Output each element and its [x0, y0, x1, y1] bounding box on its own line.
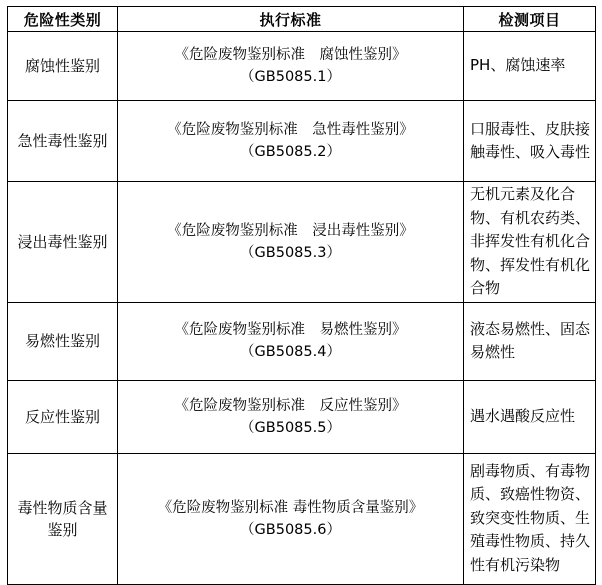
- standard-name: 《危险废物鉴别标准 急性毒性鉴别》: [167, 122, 414, 138]
- standard-cell: [118, 302, 464, 380]
- standard-cell: [118, 182, 464, 303]
- hazard-type-cell: 反应性鉴别: [8, 380, 118, 453]
- hazard-type-cell: 毒性物质含量鉴别: [8, 453, 118, 584]
- standard-code: （GB5085.1）: [240, 69, 341, 85]
- hazard-identification-table-container: [7, 6, 595, 585]
- standard-cell: [118, 32, 464, 101]
- test-items-cell: 液态易燃性、固态易燃性: [464, 302, 596, 380]
- standard-code: （GB5085.4）: [240, 344, 341, 360]
- table-row: [8, 302, 596, 380]
- standard-name: 《危险废物鉴别标准 腐蚀性鉴别》: [174, 47, 407, 63]
- table-row: [8, 32, 596, 101]
- standard-name: 《危险废物鉴别标准 毒性物质含量鉴别》: [157, 499, 424, 516]
- test-items-cell: 无机元素及化合物、有机农药类、非挥发性有机化合物、挥发性有机化合物: [464, 182, 596, 303]
- test-items-cell: 剧毒物质、有毒物质、致癌性物资、致突变性物质、生殖毒性物质、持久性有机污染物: [464, 453, 596, 584]
- standard-cell: [118, 380, 464, 453]
- hazard-identification-table: [7, 6, 596, 585]
- table-row: [8, 453, 596, 584]
- test-items-cell: 遇水遇酸反应性: [464, 380, 596, 453]
- standard-code: （GB5085.5）: [240, 419, 341, 436]
- standard-name: 《危险废物鉴别标准 浸出毒性鉴别》: [167, 222, 414, 239]
- test-items-cell: PH、腐蚀速率: [464, 32, 596, 101]
- hazard-type-cell: 易燃性鉴别: [8, 302, 118, 380]
- table-row: [8, 380, 596, 453]
- table-row: [8, 182, 596, 303]
- header-standard: 执行标准: [118, 7, 464, 32]
- header-test-items: 检测项目: [464, 7, 596, 32]
- hazard-type-cell: 腐蚀性鉴别: [8, 32, 118, 101]
- standard-cell: [118, 101, 464, 182]
- standard-cell: [118, 453, 464, 584]
- table-header-row: [8, 7, 596, 32]
- table-row: [8, 101, 596, 182]
- standard-code: （GB5085.2）: [240, 144, 341, 160]
- standard-name: 《危险废物鉴别标准 反应性鉴别》: [174, 397, 407, 414]
- standard-code: （GB5085.6）: [240, 521, 341, 538]
- standard-name: 《危险废物鉴别标准 易燃性鉴别》: [174, 322, 407, 338]
- test-items-cell: 口服毒性、皮肤接触毒性、吸入毒性: [464, 101, 596, 182]
- hazard-type-cell: 急性毒性鉴别: [8, 101, 118, 182]
- header-hazard-type: 危险性类别: [8, 7, 118, 32]
- hazard-type-cell: 浸出毒性鉴别: [8, 182, 118, 303]
- standard-code: （GB5085.3）: [240, 244, 341, 261]
